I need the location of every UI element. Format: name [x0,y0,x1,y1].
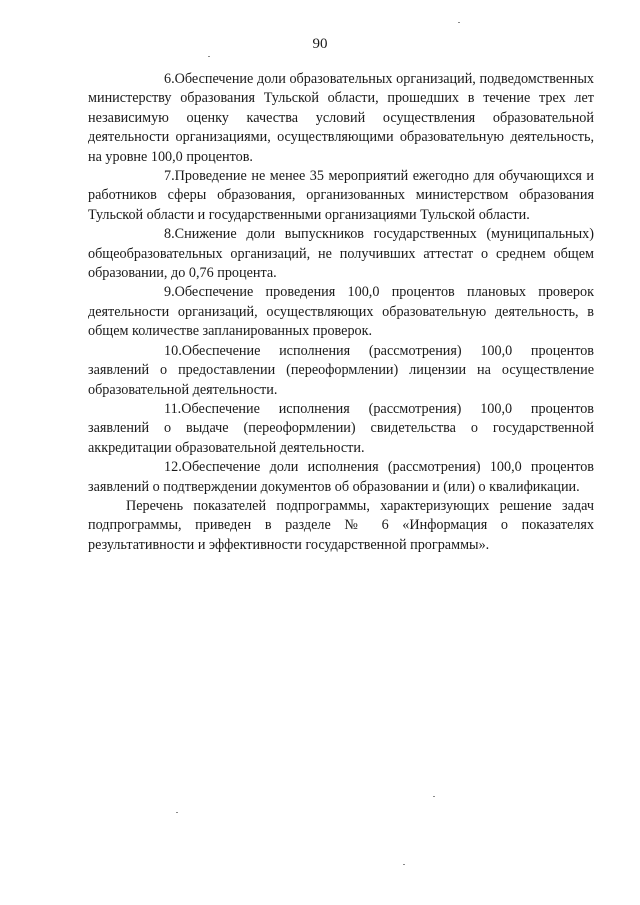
closing-paragraph: Перечень показателей подпрограммы, характеризующих решение задач подпрограммы, приведен в разделе № 6 «Информация о показателях результативности и эффективности государственной программы». [88,497,594,553]
item-text: Обеспечение исполнения (рассмотрения) 100,0 процентов заявлений о выдаче (переоформлении) свидетельства о государственной аккредитации образовательной деятельности. [88,400,594,456]
item-text: Обеспечение доли исполнения (рассмотрения) 100,0 процентов заявлений о подтверждении документов об образовании и (или) о квалификации. [88,459,594,495]
list-item-8 [88,225,594,283]
item-text: Обеспечение исполнения (рассмотрения) 100,0 процентов заявлений о предоставлении (переоформлении) лицензии на осуществление образовательной деятельности. [88,342,594,398]
scan-speck [458,22,460,23]
item-number: 6. [164,71,175,87]
item-number: 9. [164,284,175,301]
list-item-10 [88,342,594,400]
list-item-7 [88,167,594,225]
list-item-6 [88,70,594,167]
page-number: 90 [312,36,328,52]
scan-speck [208,56,210,57]
list-item-9 [88,283,594,341]
item-number: 12. [164,459,182,476]
item-text: Обеспечение доли образовательных организаций, подведомственных министерству образования Тульской области, прошедших в течение трех лет независимую оценку качества условий осуществления образовательной деятельности организациями, осуществляющими образовательную деятельность, на уровне 100,0 процентов. [88,71,594,165]
scan-speck [403,864,405,865]
scan-speck [433,796,435,797]
document-body [88,70,594,555]
item-text: Обеспечение проведения 100,0 процентов плановых проверок деятельности организаций, осуществляющих образовательную деятельность, в общем количестве запланированных проверок. [88,284,594,340]
item-text: Снижение доли выпускников государственных (муниципальных) общеобразовательных организаций, не получивших аттестат о среднем общем образовании, до 0,76 процента. [88,226,594,282]
list-item-11 [88,400,594,458]
item-text: Проведение не менее 35 мероприятий ежегодно для обучающихся и работников сферы образования, организованных министерством образования Тульской области и государственными организациями Тульской области. [88,168,594,223]
item-number: 8. [164,226,175,243]
list-item-12 [88,458,594,497]
scan-speck [176,812,178,813]
item-number: 11. [164,400,182,417]
item-number: 7. [164,168,175,185]
item-number: 10. [164,342,182,359]
